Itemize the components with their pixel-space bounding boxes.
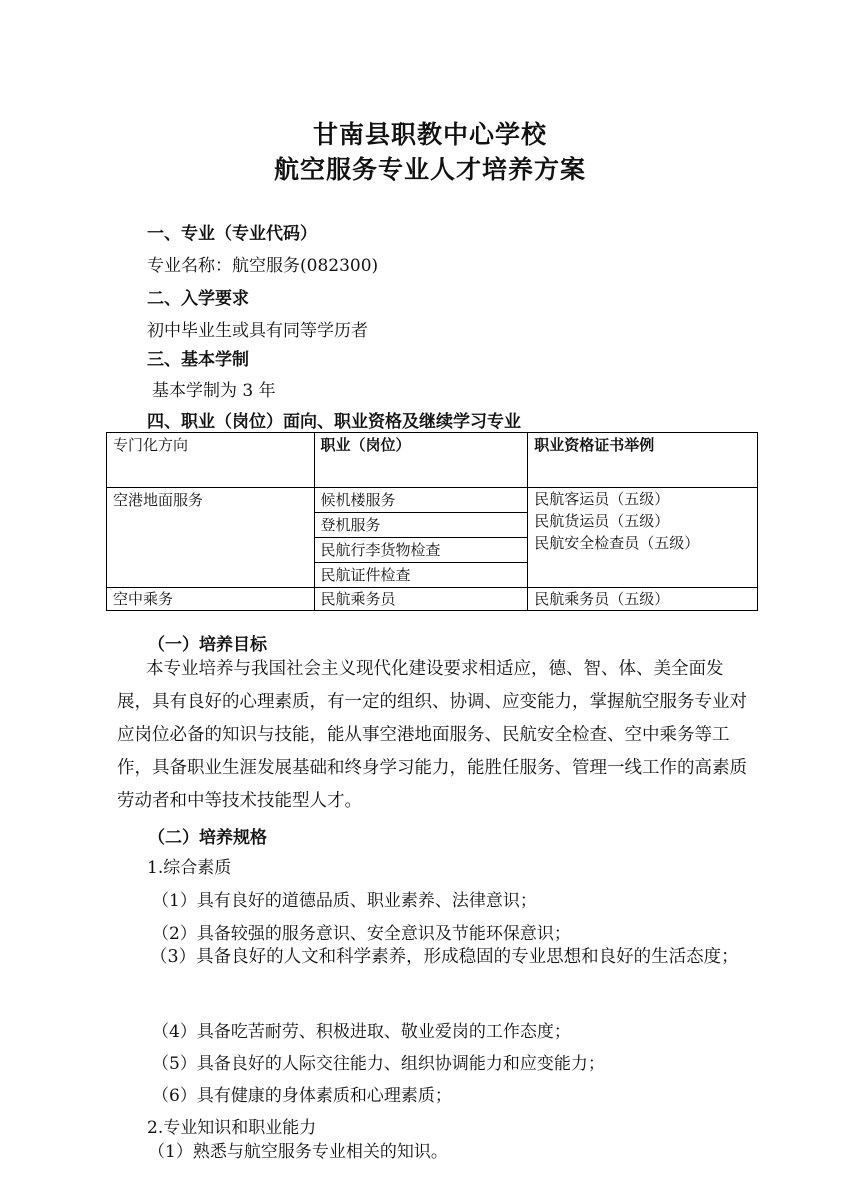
section-heading-admission: 二、入学要求	[147, 289, 249, 309]
table-row	[107, 588, 758, 611]
direction-cell-ground: 空港地面服务	[107, 488, 315, 588]
job-cell: 民航行李货物检查	[314, 538, 528, 563]
specs-item-3: （3）具备良好的人文和科学素养，形成稳固的专业思想和良好的生活态度；	[150, 947, 739, 967]
cert-item: 民航货运员（五级）	[534, 512, 670, 530]
career-table	[106, 432, 758, 611]
job-cell: 民航证件检查	[314, 563, 528, 588]
admission-text: 初中毕业生或具有同等学历者	[147, 321, 368, 341]
table-row	[107, 488, 758, 513]
knowledge-item-1: （1）熟悉与航空服务专业相关的知识。	[148, 1142, 448, 1162]
section-heading-duration: 三、基本学制	[147, 350, 249, 370]
document-title-program: 航空服务专业人才培养方案	[273, 155, 586, 184]
section-heading-career: 四、职业（岗位）面向、职业资格及继续学习专业	[147, 412, 521, 432]
specs-item-6: （6）具有健康的身体素质和心理素质；	[152, 1086, 452, 1106]
cert-cell-cabin: 民航乘务员（五级）	[528, 588, 758, 611]
cert-item: 民航客运员（五级）	[534, 490, 670, 508]
specs-item-5: （5）具备良好的人际交往能力、组织协调能力和应变能力；	[152, 1054, 605, 1074]
header-certificate: 职业资格证书举例	[528, 433, 758, 488]
document-title-school: 甘南县职教中心学校	[312, 120, 547, 149]
specs-subheading-quality: 1.综合素质	[147, 858, 232, 878]
specs-subheading-knowledge: 2.专业知识和职业能力	[147, 1118, 317, 1138]
goals-paragraph: 本专业培养与我国社会主义现代化建设要求相适应，德、智、体、美全面发展，具有良好的心理素质，有一定的组织、协调、应变能力，掌握航空服务专业对应岗位必备的知识与技能，能从事空港地面服务、民航安全检查、空中乘务等工作，具备职业生涯发展基础和终身学习能力，能胜任服务、管理一线工作的高素质劳动者和中等技术技能型人才。	[117, 659, 747, 811]
job-cell: 民航乘务员	[314, 588, 528, 611]
major-name-text: 专业名称：航空服务(082300)	[147, 256, 379, 276]
section-heading-major: 一、专业（专业代码）	[147, 224, 317, 244]
header-direction: 专门化方向	[107, 433, 315, 488]
specs-heading: （二）培养规格	[148, 828, 267, 848]
cert-cell-ground	[528, 488, 758, 588]
table-header-row	[107, 433, 758, 488]
specs-item-1: （1）具有良好的道德品质、职业素养、法律意识；	[152, 891, 537, 911]
cert-item: 民航安全检查员（五级）	[534, 534, 700, 552]
specs-item-4: （4）具备吃苦耐劳、积极进取、敬业爱岗的工作态度；	[152, 1022, 571, 1042]
job-cell: 候机楼服务	[314, 488, 528, 513]
job-cell: 登机服务	[314, 513, 528, 538]
goals-heading: （一）培养目标	[148, 635, 267, 655]
header-job: 职业（岗位）	[314, 433, 528, 488]
specs-item-2: （2）具备较强的服务意识、安全意识及节能环保意识；	[152, 924, 571, 944]
duration-text: 基本学制为 3 年	[152, 381, 276, 401]
direction-cell-cabin: 空中乘务	[107, 588, 315, 611]
